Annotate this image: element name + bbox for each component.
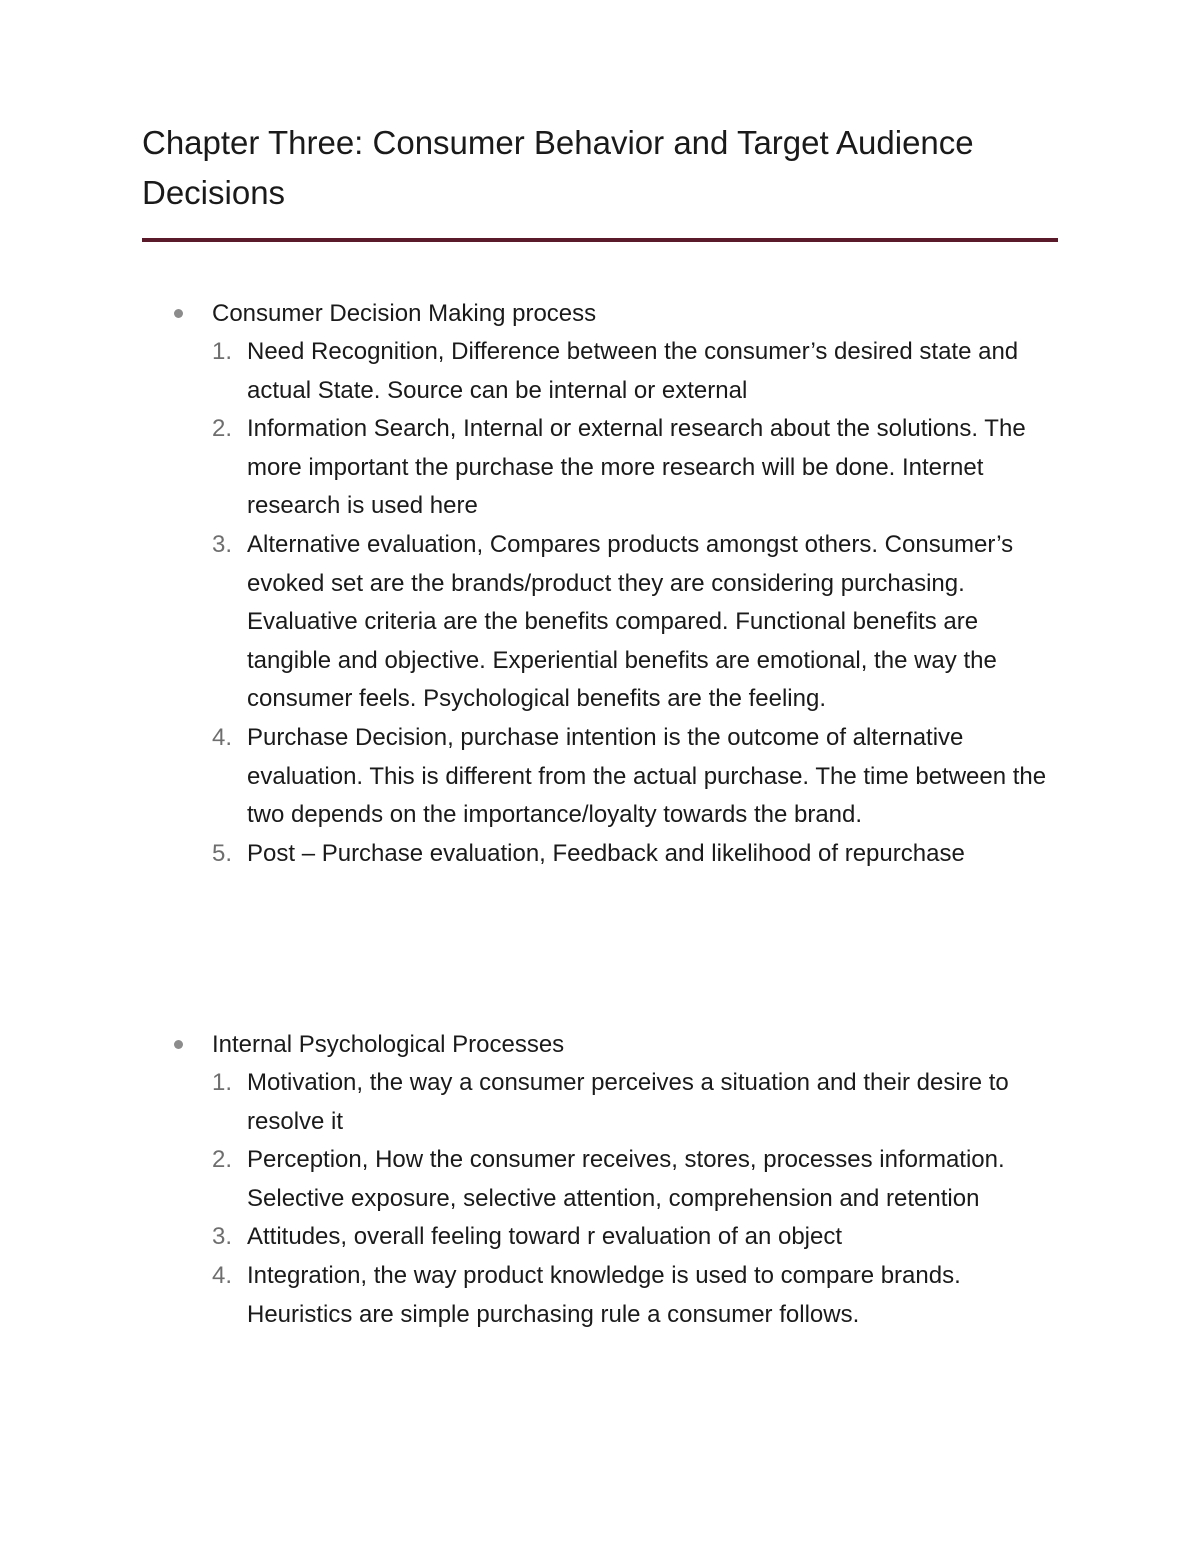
numbered-list xyxy=(170,333,1070,873)
bullet-icon xyxy=(174,1040,183,1049)
section-heading: Consumer Decision Making process xyxy=(212,300,597,327)
list-item xyxy=(170,835,1067,874)
list-item xyxy=(170,333,1067,410)
item-number: 1. xyxy=(212,338,233,365)
item-text: Integration, the way product knowledge is used to compare brands. Heuristics are simple purchasing rule a consumer follows. xyxy=(247,1261,961,1328)
item-text: Need Recognition, Difference between the consumer’s desired state and actual State. Source can be internal or external xyxy=(247,338,1019,404)
chapter-title: Chapter Three: Consumer Behavior and Target Audience Decisions xyxy=(142,124,974,211)
item-text: Perception, How the consumer receives, stores, processes information. Selective exposure, selective attention, comprehension and retention xyxy=(247,1146,1005,1212)
item-number: 4. xyxy=(212,1261,233,1289)
numbered-list xyxy=(170,1064,1070,1334)
section-heading: Internal Psychological Processes xyxy=(212,1031,565,1058)
item-text: Alternative evaluation, Compares products amongst others. Consumer’s evoked set are the brands/product they are considering purchasing. Evaluative criteria are the benefits compared. Functional benefits are tangible and objective. Experiential benefits are emotional, the way the consumer feels. Psychological benefits are the feeling. xyxy=(247,530,1014,713)
section-psychological-processes xyxy=(170,1026,1070,1334)
item-text: Information Search, Internal or external research about the solutions. The more important the purchase the more research will be done. Internet research is used here xyxy=(247,415,1026,520)
item-number: 3. xyxy=(212,1223,233,1251)
item-text: Attitudes, overall feeling toward r evaluation of an object xyxy=(247,1223,843,1251)
bullet-icon xyxy=(174,309,183,318)
list-item xyxy=(170,719,1067,835)
item-number: 4. xyxy=(212,723,233,751)
list-item xyxy=(170,1218,1067,1257)
list-item xyxy=(170,1141,1067,1218)
list-item xyxy=(170,526,1067,719)
item-text: Purchase Decision, purchase intention is the outcome of alternative evaluation. This is different from the actual purchase. The time between the two depends on the importance/loyalty towards the brand. xyxy=(247,723,1047,829)
list-item xyxy=(170,1064,1067,1141)
title-divider xyxy=(142,238,1058,242)
section-decision-making xyxy=(170,295,1070,873)
list-item xyxy=(170,410,1067,526)
item-text: Motivation, the way a consumer perceives a situation and their desire to resolve it xyxy=(247,1069,1009,1135)
item-number: 2. xyxy=(212,415,233,443)
section-heading-row xyxy=(170,295,1070,333)
item-number: 5. xyxy=(212,839,233,867)
item-number: 2. xyxy=(212,1146,233,1174)
item-number: 3. xyxy=(212,530,233,558)
section-heading-row xyxy=(170,1026,1070,1064)
item-number: 1. xyxy=(212,1069,233,1096)
item-text: Post – Purchase evaluation, Feedback and likelihood of repurchase xyxy=(247,839,965,867)
list-item xyxy=(170,1257,1067,1334)
